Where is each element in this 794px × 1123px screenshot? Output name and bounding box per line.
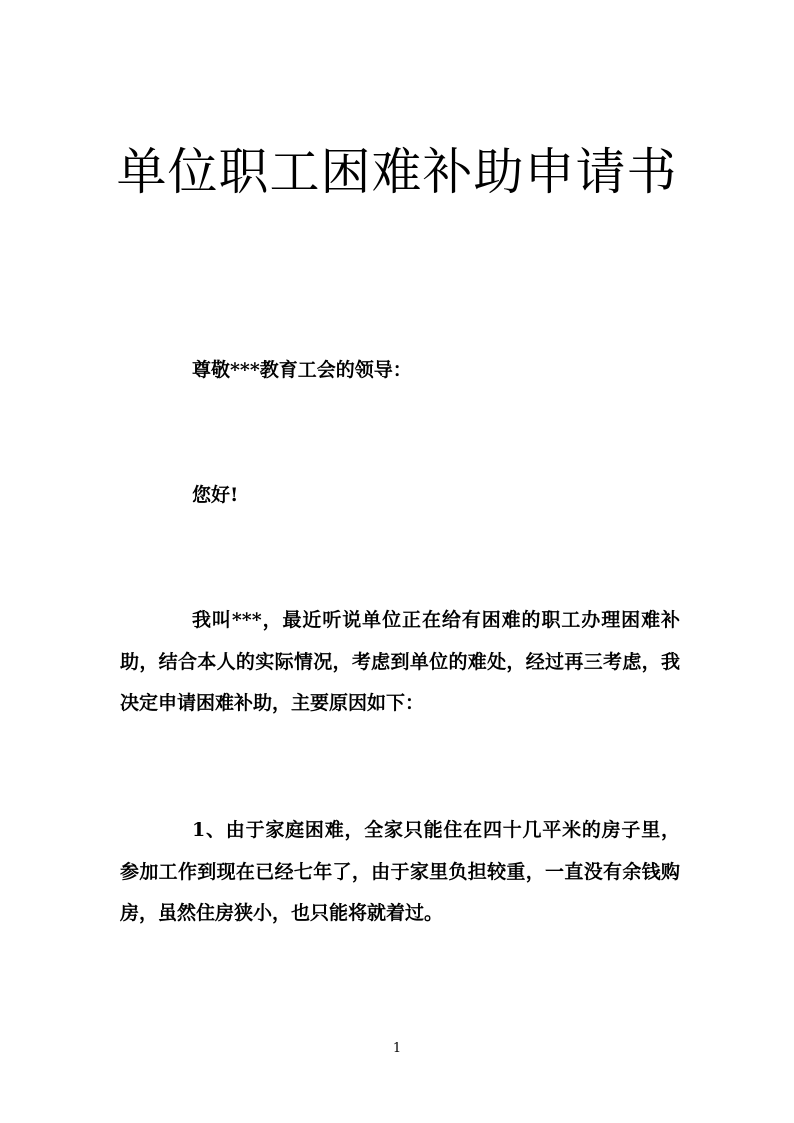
paragraph-reason-1: 1、由于家庭困难，全家只能住在四十几平米的房子里，参加工作到现在已经七年了，由于家里负担较重，一直没有余钱购房，虽然住房狭小，也只能将就着过。 — [120, 819, 680, 924]
paragraph-intro: 我叫***，最近听说单位正在给有困难的职工办理困难补助，结合本人的实际情况，考虑到单位的难处，经过再三考虑，我决定申请困难补助，主要原因如下： — [120, 609, 680, 714]
document-title: 单位职工困难补助申请书 — [116, 143, 678, 201]
greeting: 您好! — [192, 484, 239, 506]
salutation: 尊敬***教育工会的领导： — [192, 359, 412, 381]
page-number: 1 — [392, 1041, 402, 1056]
